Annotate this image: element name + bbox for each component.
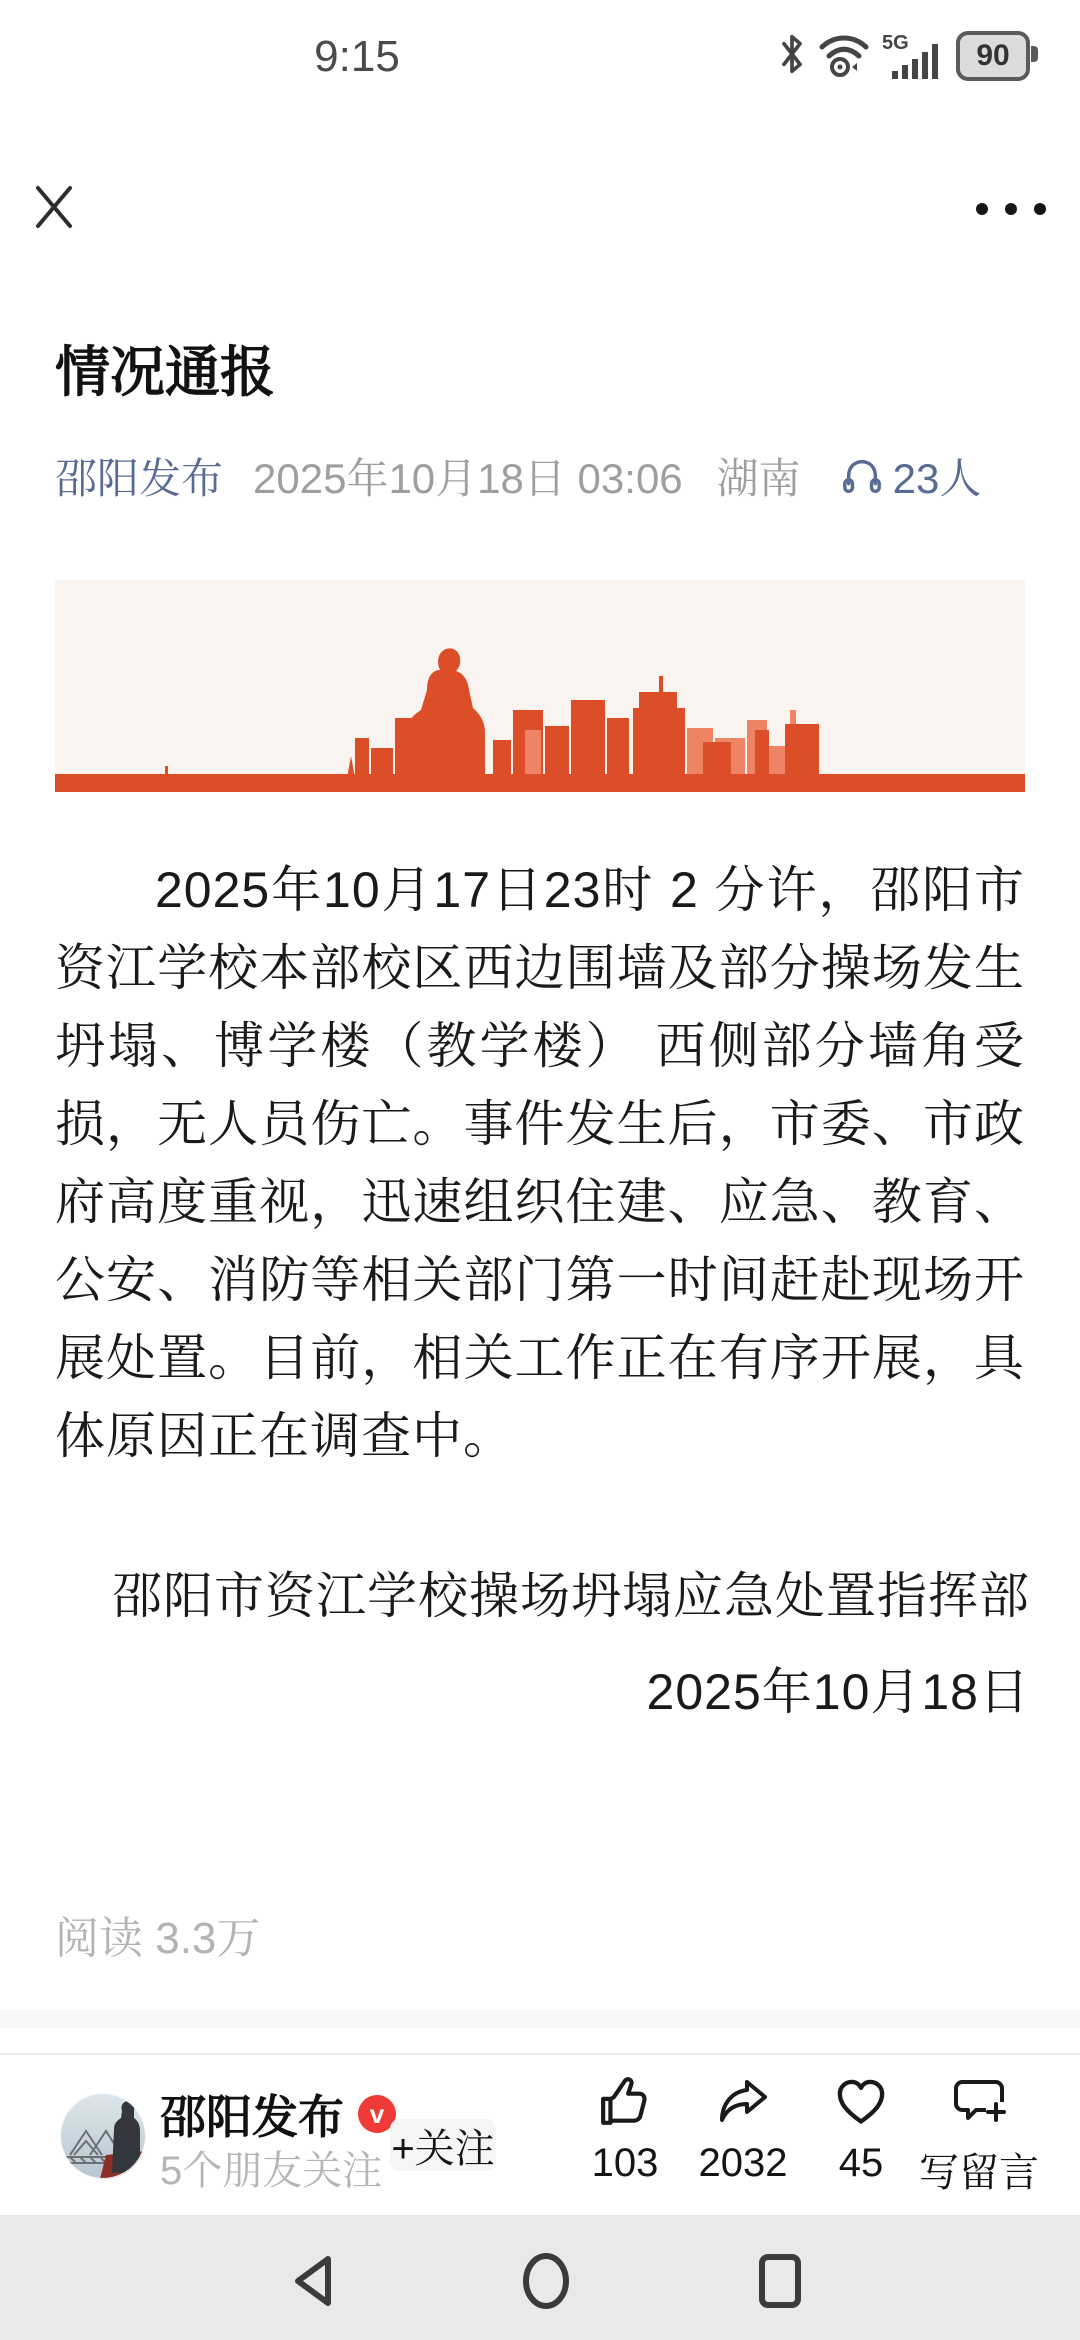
verified-badge-icon: v — [358, 2095, 396, 2133]
publish-date: 2025年10月18日 03:06 — [253, 455, 683, 502]
comment-icon — [952, 2077, 1006, 2127]
listen-count: 23人 — [892, 455, 982, 502]
article-banner-image[interactable] — [55, 580, 1025, 792]
system-nav-bar — [0, 2215, 1080, 2340]
back-button[interactable] — [280, 2251, 344, 2311]
recents-button[interactable] — [748, 2251, 812, 2311]
battery-level: 90 — [976, 39, 1010, 72]
signature-line: 邵阳市资江学校操场坍塌应急处置指挥部 — [112, 1568, 1030, 1624]
share-button[interactable] — [684, 2077, 802, 2198]
article-body: 2025年10月17日23时 2 分许，邵阳市资江学校本部校区西边围墙及部分操场发生坍塌、博学楼（教学楼） 西侧部分墙角受损，无人员伤亡。事件发生后，市委、市政府高度重视，迅速组织住建、应急、教育、公安、消防等相关部门第一时间赶赴现场开展处置。目前，相关工作正在有序开展，具体原因正在调查中。 — [55, 862, 1025, 1464]
read-count: 阅读 3.3万 — [55, 1914, 261, 1963]
article-meta — [55, 446, 1025, 506]
wifi-icon — [818, 31, 870, 82]
battery-icon — [956, 31, 1030, 81]
signature-date: 2025年10月18日 — [646, 1664, 1030, 1720]
article-title: 情况通报 — [55, 341, 276, 403]
comment-label: 写留言 — [919, 2151, 1039, 2195]
section-divider — [0, 2010, 1080, 2028]
author-link[interactable]: 邵阳发布 — [55, 455, 224, 502]
account-row[interactable] — [160, 2081, 396, 2147]
comment-button[interactable] — [920, 2077, 1038, 2198]
city-skyline-banner — [55, 580, 1025, 792]
heart-icon — [835, 2077, 887, 2127]
status-icons — [778, 30, 1030, 82]
friends-follow-note: 5个朋友关注 — [160, 2149, 383, 2193]
home-button[interactable] — [514, 2251, 578, 2311]
like-button[interactable] — [566, 2077, 684, 2198]
follow-button[interactable]: +关注 — [390, 2119, 496, 2171]
like-count: 103 — [591, 2141, 659, 2185]
more-menu-button[interactable] — [976, 196, 1046, 222]
svg-text:5G: 5G — [882, 32, 909, 54]
footer-bar — [0, 2053, 1080, 2215]
favorite-count: 45 — [838, 2141, 884, 2185]
status-bar — [0, 0, 1080, 100]
action-bar — [566, 2077, 1038, 2198]
publish-location: 湖南 — [716, 455, 801, 502]
bluetooth-icon — [778, 31, 806, 82]
signal-5g-icon — [882, 31, 944, 81]
headphones-icon — [841, 455, 883, 497]
share-icon — [716, 2077, 770, 2127]
thumbs-up-icon — [599, 2077, 651, 2127]
listen-button[interactable] — [841, 446, 982, 506]
account-avatar[interactable] — [60, 2093, 146, 2179]
favorite-button[interactable] — [802, 2077, 920, 2198]
share-count: 2032 — [698, 2141, 788, 2185]
account-name[interactable]: 邵阳发布 — [160, 2091, 344, 2143]
close-button[interactable] — [30, 182, 78, 230]
clock: 9:15 — [314, 32, 400, 81]
